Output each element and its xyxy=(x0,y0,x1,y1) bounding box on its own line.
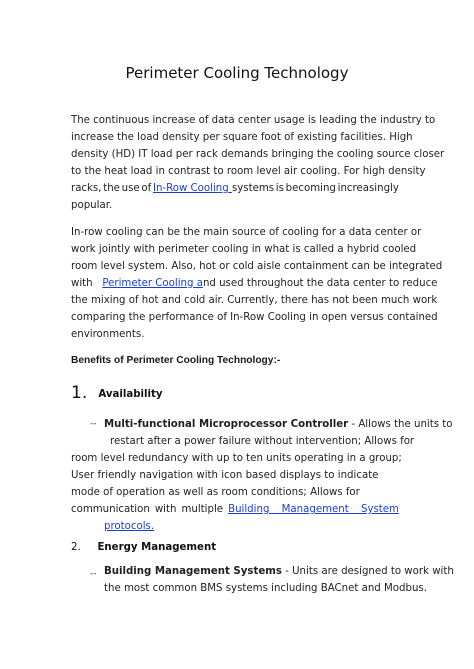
bullet-text xyxy=(104,416,453,433)
text-line: to the heat load in contrast to room level air cooling. For high density xyxy=(71,166,426,177)
word: with xyxy=(154,504,177,515)
benefits-heading: Benefits of Perimeter Cooling Technology:- xyxy=(71,355,281,366)
text-line: density (HD) IT load per rack demands bringing the cooling source closer xyxy=(71,149,445,160)
text-line: increase the load density per square foot of existing facilities. High xyxy=(71,132,413,143)
word: the xyxy=(103,183,120,194)
protocols-link[interactable]: protocols. xyxy=(104,521,155,532)
text-line xyxy=(71,501,399,518)
text: - Allows the units to xyxy=(348,419,453,430)
word: nd used throughout the data center to reduce xyxy=(202,278,438,289)
text-line: work jointly with perimeter cooling in what is called a hybrid cooled xyxy=(71,244,417,255)
text-line: the mixing of hot and cold air. Currently, there has not been much work xyxy=(71,295,438,306)
word: use xyxy=(121,183,140,194)
list-number: 2. xyxy=(71,542,81,553)
perimeter-cooling-link[interactable]: Perimeter Cooling a xyxy=(102,278,203,289)
word: increasingly xyxy=(337,183,399,194)
text-line: popular. xyxy=(71,200,113,211)
text-line: room level system. Also, hot or cold aisle containment can be integrated xyxy=(71,261,443,272)
word: multiple xyxy=(181,504,224,515)
text-line: room level redundancy with up to ten units operating in a group; xyxy=(71,453,402,464)
text-line: User friendly navigation with icon based displays to indicate xyxy=(71,470,379,481)
bullet-text-continued xyxy=(71,433,415,535)
text-line: environments. xyxy=(71,329,145,340)
text: - Units are designed to work with xyxy=(281,566,454,577)
paragraph-intro xyxy=(71,112,445,214)
word: of xyxy=(141,183,152,194)
text-line: The continuous increase of data center usage is leading the industry to xyxy=(71,115,436,126)
bold-term: Building Management Systems xyxy=(104,566,282,577)
word: systems xyxy=(231,183,275,194)
text-line xyxy=(104,563,454,580)
text-line: restart after a power failure without intervention; Allows for xyxy=(110,436,415,447)
list-item-label: Energy Management xyxy=(97,542,217,553)
text-line: the most common BMS systems including BACnet and Modbus. xyxy=(104,583,427,594)
in-row-cooling-link[interactable]: In-Row Cooling xyxy=(152,183,232,194)
text-line xyxy=(104,416,453,433)
list-item-heading xyxy=(71,382,163,403)
bullet-text xyxy=(104,563,454,597)
list-number: 1. xyxy=(71,383,88,403)
list-item-label: Availability xyxy=(98,389,163,400)
text-line: comparing the performance of In-Row Cooling in open versus contained xyxy=(71,312,438,323)
text-line xyxy=(71,518,399,535)
page-title: Perimeter Cooling Technology xyxy=(125,64,349,82)
bold-term: Multi-functional Microprocessor Controller xyxy=(104,419,349,430)
text-line: mode of operation as well as room conditions; Allows for xyxy=(71,487,360,498)
word: racks, xyxy=(71,183,102,194)
paragraph-inrow xyxy=(71,224,443,343)
text-line xyxy=(71,275,438,292)
dash-bullet-icon: -- xyxy=(90,419,97,429)
word: with xyxy=(71,278,93,289)
word: is xyxy=(275,183,284,194)
word: becoming xyxy=(285,183,336,194)
dash-bullet-icon: -- xyxy=(90,569,97,579)
building-management-system-link[interactable]: Building Management System xyxy=(228,504,399,515)
text-line xyxy=(71,180,399,197)
text-line: In-row cooling can be the main source of cooling for a data center or xyxy=(71,227,422,238)
list-item-heading xyxy=(71,535,216,554)
word: communication xyxy=(71,504,150,515)
